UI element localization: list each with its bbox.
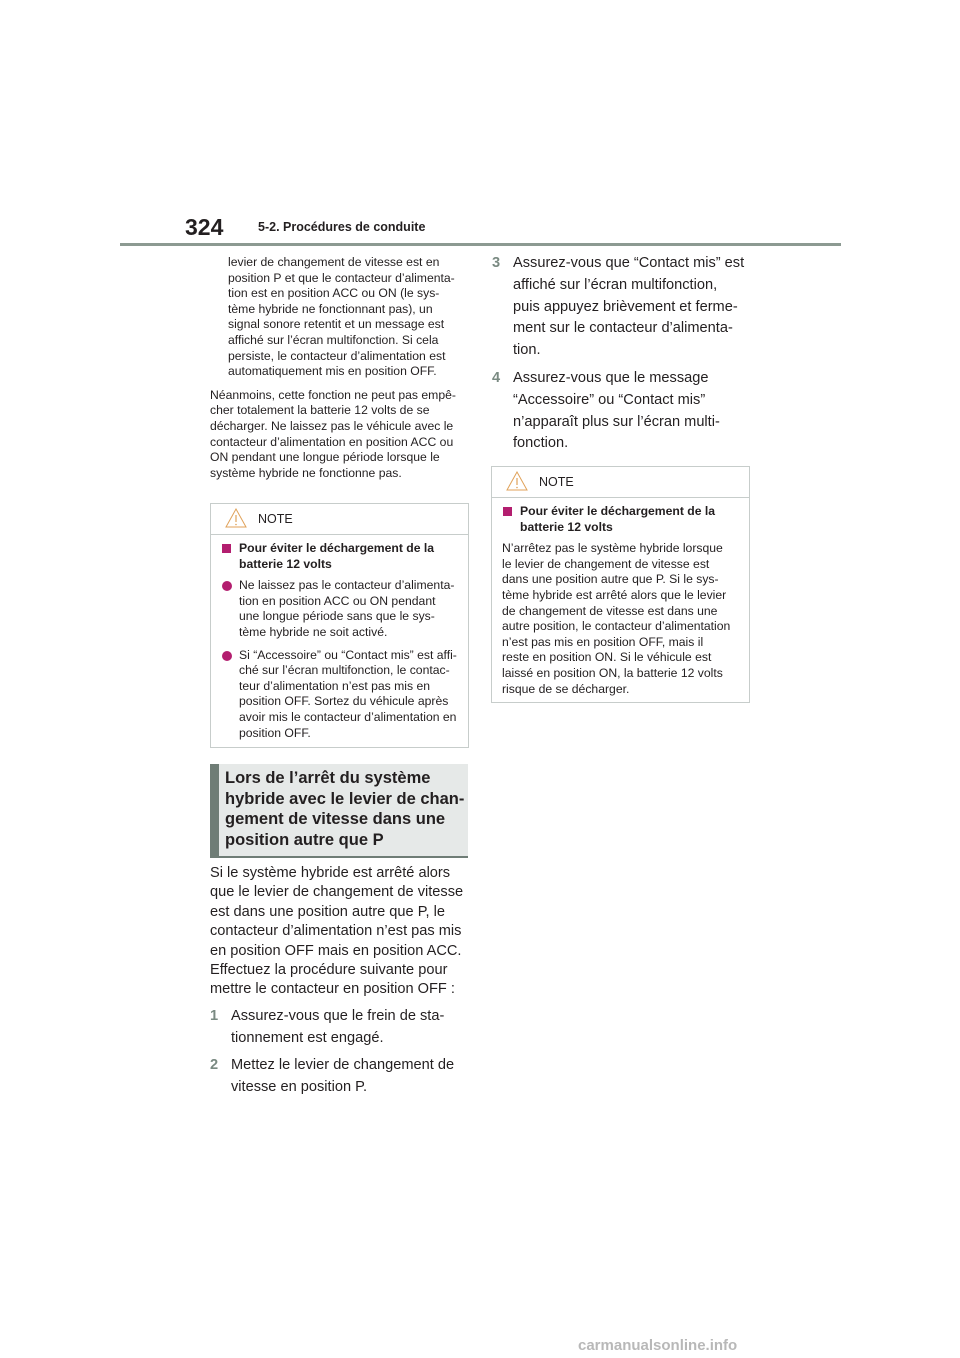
text-line: automatiquement mis en position OFF.	[228, 364, 437, 379]
text-line: position autre que P	[225, 830, 384, 849]
text-line: puis appuyez brièvement et ferme-	[513, 298, 738, 315]
warning-triangle-icon	[225, 508, 247, 528]
text-line: contacteur d’alimentation en position ACC ou	[210, 434, 454, 449]
text-line: Pour éviter le déchargement de la	[520, 504, 716, 518]
section-title: 5-2. Procédures de conduite	[258, 220, 426, 234]
circle-bullet-icon	[222, 651, 232, 661]
text-line: Assurez-vous que le message	[513, 369, 709, 386]
text-line: Pour éviter le déchargement de la	[239, 541, 435, 555]
text-line: dans une position autre que P. Si le sys-	[502, 572, 719, 587]
note-item	[221, 578, 458, 640]
text-line: N’arrêtez pas le système hybride lorsque	[502, 541, 723, 556]
text-line: avoir mis le contacteur d’alimentation en	[239, 709, 457, 724]
battery-paragraph	[210, 388, 472, 482]
note-header	[211, 504, 468, 535]
note-item	[221, 648, 458, 742]
intro-paragraph	[228, 255, 480, 380]
text-line: ON pendant une longue période lorsque le	[210, 450, 440, 465]
footer-watermark: carmanualsonline.info	[578, 1337, 738, 1354]
text-line: signal sonore retentit et un message est	[228, 317, 445, 332]
warning-triangle-icon	[506, 471, 528, 491]
section-heading-text	[225, 768, 465, 850]
note-box-right	[491, 466, 750, 703]
text-line: système hybride ne fonctionne pas.	[210, 465, 402, 480]
text-line: cher totalement la batterie 12 volts de se	[210, 403, 430, 418]
text-line: Si “Accessoire” ou “Contact mis” est affi-	[239, 647, 457, 662]
text-line: vitesse en position P.	[231, 1079, 368, 1096]
page-number: 324	[185, 214, 224, 240]
step-item	[210, 1055, 472, 1099]
note-label: NOTE	[258, 512, 293, 526]
text-line: batterie 12 volts	[520, 519, 613, 534]
text-line: Effectuez la procédure suivante pour	[210, 962, 448, 979]
text-line: contacteur d’alimentation n’est pas mis	[210, 923, 462, 940]
text-line: fonction.	[513, 435, 569, 452]
text-line: en position OFF mais en position ACC.	[210, 942, 462, 959]
note-body	[492, 498, 749, 705]
text-line: tion en position ACC ou ON pendant	[239, 593, 436, 608]
text-line: est dans une position autre que P, le	[210, 903, 446, 920]
left-intro	[210, 255, 480, 481]
text-line: position OFF.	[239, 725, 311, 740]
header-rule	[120, 243, 841, 246]
text-line: tion est en position ACC ou ON (le sys-	[228, 286, 440, 301]
text-line: persiste, le contacteur d’alimentation est	[228, 348, 446, 363]
text-line: batterie 12 volts	[239, 556, 332, 571]
left-body	[210, 864, 472, 1099]
step-number: 1	[210, 1007, 219, 1024]
section-heading	[210, 764, 468, 858]
text-line: mettre le contacteur en position OFF :	[210, 981, 455, 998]
text-line: autre position, le contacteur d’alimentation	[502, 619, 731, 634]
text-line: Néanmoins, cette fonction ne peut pas empê-	[210, 387, 456, 402]
section-heading-bar	[210, 764, 219, 856]
text-line: Lors de l’arrêt du système	[225, 769, 431, 787]
square-bullet-icon	[503, 507, 512, 516]
step-number: 2	[210, 1057, 219, 1074]
note-heading	[221, 541, 458, 572]
text-line: n’est pas mis en position OFF, mais il	[502, 634, 704, 649]
text-line: tème hybride ne fonctionnant pas), un	[228, 301, 433, 316]
text-line: Ne laissez pas le contacteur d’alimenta-	[239, 578, 455, 593]
right-steps	[492, 253, 762, 455]
text-line: n’apparaît plus sur l’écran multi-	[513, 413, 720, 430]
body-paragraph	[210, 864, 472, 1000]
step-number: 4	[492, 369, 501, 386]
note-body	[211, 535, 468, 756]
text-line: gement de vitesse dans une	[225, 810, 446, 829]
text-line: affiché sur l’écran multifonction. Si cela	[228, 332, 439, 347]
note-label: NOTE	[539, 475, 574, 489]
text-line: reste en position ON. Si le véhicule est	[502, 650, 712, 665]
square-bullet-icon	[222, 544, 231, 553]
text-line: décharger. Ne laissez pas le véhicule avec le	[210, 418, 454, 433]
step-item	[492, 368, 762, 455]
step-number: 3	[492, 255, 501, 271]
text-line: tion.	[513, 342, 541, 359]
text-line: “Accessoire” ou “Contact mis”	[513, 391, 706, 408]
text-line: position OFF. Sortez du véhicule après	[239, 694, 449, 709]
text-line: Mettez le levier de changement de	[231, 1057, 455, 1074]
text-line: de changement de vitesse est dans une	[502, 603, 718, 618]
step-item	[492, 253, 762, 362]
text-line: position P et que le contacteur d’alimenta-	[228, 270, 455, 285]
text-line: ment sur le contacteur d’alimenta-	[513, 320, 733, 337]
text-line: que le levier de changement de vitesse	[210, 884, 464, 901]
note-box-left	[210, 503, 469, 748]
text-line: ché sur l’écran multifonction, le contac-	[239, 663, 450, 678]
circle-bullet-icon	[222, 581, 232, 591]
text-line: le levier de changement de vitesse est	[502, 556, 710, 571]
step-item	[210, 1006, 472, 1050]
text-line: levier de changement de vitesse est en	[228, 255, 440, 269]
note-header	[492, 467, 749, 498]
text-line: laissé en position ON, la batterie 12 volts	[502, 665, 723, 680]
text-line: Si le système hybride est arrêté alors	[210, 865, 451, 881]
text-line: Assurez-vous que le frein de sta-	[231, 1007, 445, 1024]
text-line: hybride avec le levier de chan-	[225, 789, 465, 808]
text-line: affiché sur l’écran multifonction,	[513, 276, 718, 293]
text-line: Assurez-vous que “Contact mis” est	[513, 255, 745, 271]
text-line: tème hybride est arrêté alors que le levier	[502, 587, 727, 602]
note-paragraph	[502, 541, 739, 697]
note-heading	[502, 504, 739, 535]
text-line: une longue période sans que le sys-	[239, 609, 435, 624]
text-line: teur d’alimentation n’est pas mis en	[239, 678, 431, 693]
text-line: risque de se décharger.	[502, 681, 630, 696]
text-line: tème hybride ne soit activé.	[239, 624, 388, 639]
text-line: tionnement est engagé.	[231, 1029, 384, 1046]
